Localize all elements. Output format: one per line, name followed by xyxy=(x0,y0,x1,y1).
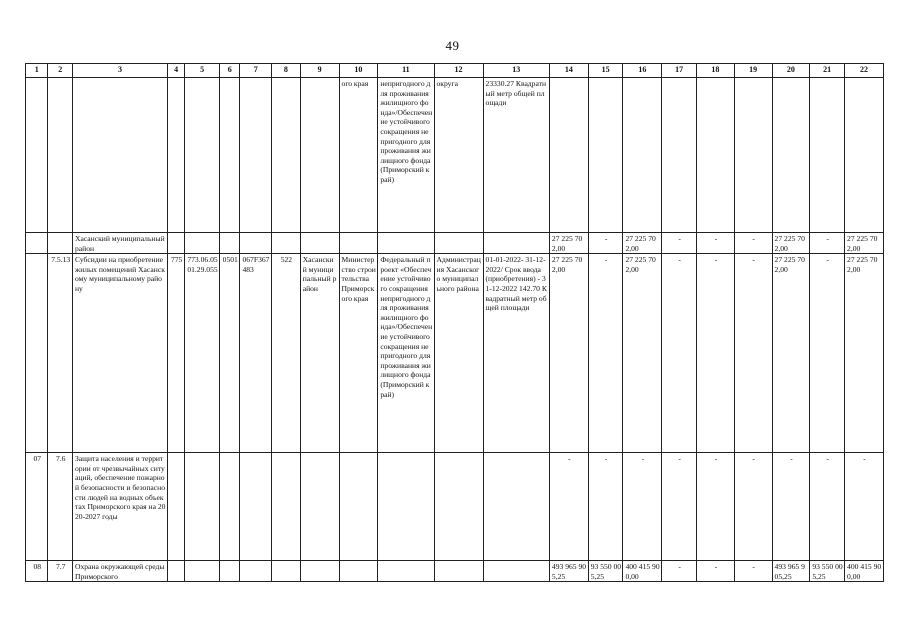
table-cell-col-2 xyxy=(48,78,73,233)
table-cell-col-3: Хасанский муниципальный район xyxy=(72,233,167,254)
column-header-1: 1 xyxy=(26,64,48,78)
table-cell-col-5 xyxy=(185,561,220,582)
table-cell-col-22: 27 225 702,00 xyxy=(845,233,884,254)
table-cell-col-20: 27 225 702,00 xyxy=(772,233,810,254)
table-cell-col-19: - xyxy=(734,561,772,582)
table-cell-col-9: Хасанский муниципальный район xyxy=(300,254,339,453)
table-cell-col-15 xyxy=(588,78,623,233)
column-header-6: 6 xyxy=(220,64,240,78)
table-cell-col-14: - xyxy=(549,453,588,561)
table-cell-col-14: 493 965 905,25 xyxy=(549,561,588,582)
table-cell-col-13 xyxy=(483,453,549,561)
column-header-11: 11 xyxy=(378,64,434,78)
column-header-7: 7 xyxy=(240,64,272,78)
table-cell-col-12 xyxy=(434,453,483,561)
column-header-8: 8 xyxy=(272,64,301,78)
page-number: 49 xyxy=(445,38,460,53)
table-cell-col-19: - xyxy=(734,254,772,453)
table-cell-col-5 xyxy=(185,453,220,561)
table-row xyxy=(26,254,884,453)
table-cell-col-4: 775 xyxy=(167,254,184,453)
column-header-10: 10 xyxy=(339,64,378,78)
table-cell-col-22: 27 225 702,00 xyxy=(845,254,884,453)
table-cell-col-12 xyxy=(434,561,483,582)
column-header-17: 17 xyxy=(662,64,697,78)
table-cell-col-17: - xyxy=(662,453,697,561)
column-header-20: 20 xyxy=(772,64,810,78)
table-cell-col-13 xyxy=(483,561,549,582)
table-cell-col-4 xyxy=(167,233,184,254)
table-cell-col-3: Субсидии на приобретение жилых помещений Хасанскому муниципальному району xyxy=(72,254,167,453)
column-header-4: 4 xyxy=(167,64,184,78)
table-cell-col-15: - xyxy=(588,453,623,561)
table-cell-col-7: 067F367483 xyxy=(240,254,272,453)
table-cell-col-8 xyxy=(272,453,301,561)
table-cell-col-18 xyxy=(696,78,734,233)
table-cell-col-15: - xyxy=(588,233,623,254)
table-cell-col-7 xyxy=(240,561,272,582)
table-cell-col-21: - xyxy=(810,233,845,254)
table-cell-col-7 xyxy=(240,233,272,254)
column-header-21: 21 xyxy=(810,64,845,78)
table-cell-col-11 xyxy=(378,561,434,582)
table-cell-col-8 xyxy=(272,561,301,582)
table-row xyxy=(26,78,884,233)
table-cell-col-15: 93 550 005,25 xyxy=(588,561,623,582)
table-cell-col-19: - xyxy=(734,453,772,561)
table-cell-col-6 xyxy=(220,233,240,254)
table-cell-col-22 xyxy=(845,78,884,233)
table-cell-col-17: - xyxy=(662,561,697,582)
table-cell-col-17: - xyxy=(662,254,697,453)
table-cell-col-11: Федеральный проект «Обеспечение устойчивого сокращения непригодного для проживания жилищного фонда»/Обеспечение устойчивого сокращения непригодного для проживания жилищного фонда (Приморский край) xyxy=(378,254,434,453)
table-cell-col-4 xyxy=(167,561,184,582)
table-cell-col-21 xyxy=(810,78,845,233)
table-cell-col-5 xyxy=(185,78,220,233)
column-header-16: 16 xyxy=(623,64,662,78)
table-cell-col-14: 27 225 702,00 xyxy=(549,254,588,453)
table-cell-col-16: 27 225 702,00 xyxy=(623,254,662,453)
table-cell-col-20: - xyxy=(772,453,810,561)
table-cell-col-6: 0501 xyxy=(220,254,240,453)
table-cell-col-8: 522 xyxy=(272,254,301,453)
table-cell-col-9 xyxy=(300,561,339,582)
table-cell-col-7 xyxy=(240,453,272,561)
column-header-18: 18 xyxy=(696,64,734,78)
table-cell-col-21: - xyxy=(810,453,845,561)
table-cell-col-2: 7.6 xyxy=(48,453,73,561)
table-cell-col-12 xyxy=(434,233,483,254)
table-cell-col-9 xyxy=(300,78,339,233)
table-cell-col-8 xyxy=(272,233,301,254)
table-cell-col-9 xyxy=(300,233,339,254)
table-cell-col-18: - xyxy=(696,453,734,561)
table-cell-col-6 xyxy=(220,453,240,561)
table-cell-col-15: - xyxy=(588,254,623,453)
table-cell-col-13: 23330.27 Квадратный метр общей площади xyxy=(483,78,549,233)
column-header-2: 2 xyxy=(48,64,73,78)
table-cell-col-1 xyxy=(26,233,48,254)
table-cell-col-4 xyxy=(167,78,184,233)
table-cell-col-9 xyxy=(300,453,339,561)
table-cell-col-3: Защита населения и территории от чрезвычайных ситуаций, обеспечение пожарной безопасности и безопасности людей на водных объектах Приморского края на 2020-2027 годы xyxy=(72,453,167,561)
column-header-5: 5 xyxy=(185,64,220,78)
table-cell-col-4 xyxy=(167,453,184,561)
table-cell-col-6 xyxy=(220,561,240,582)
column-header-19: 19 xyxy=(734,64,772,78)
table-cell-col-18: - xyxy=(696,254,734,453)
table-cell-col-22: 400 415 900,00 xyxy=(845,561,884,582)
table-cell-col-17: - xyxy=(662,233,697,254)
table-cell-col-20: 493 965 905,25 xyxy=(772,561,810,582)
table-cell-col-21: - xyxy=(810,254,845,453)
table-cell-col-3: Охрана окружающей среды Приморского xyxy=(72,561,167,582)
table-cell-col-18: - xyxy=(696,233,734,254)
column-header-row xyxy=(26,64,884,78)
table-cell-col-22: - xyxy=(845,453,884,561)
table-cell-col-16: - xyxy=(623,453,662,561)
table-cell-col-11 xyxy=(378,233,434,254)
table-cell-col-5 xyxy=(185,233,220,254)
table-cell-col-16 xyxy=(623,78,662,233)
table-cell-col-19 xyxy=(734,78,772,233)
table-cell-col-2: 7.5.13 xyxy=(48,254,73,453)
table-cell-col-11 xyxy=(378,453,434,561)
table-row xyxy=(26,233,884,254)
column-header-9: 9 xyxy=(300,64,339,78)
table-cell-col-2: 7.7 xyxy=(48,561,73,582)
column-header-14: 14 xyxy=(549,64,588,78)
table-cell-col-10: ого края xyxy=(339,78,378,233)
table-cell-col-10 xyxy=(339,453,378,561)
table-cell-col-18: - xyxy=(696,561,734,582)
table-cell-col-16: 27 225 702,00 xyxy=(623,233,662,254)
table-cell-col-11: непригодного для проживания жилищного фонда»/Обеспечение устойчивого сокращения непригодного для проживания жилищного фонда (Приморский край) xyxy=(378,78,434,233)
table-cell-col-1: 08 xyxy=(26,561,48,582)
table-cell-col-16: 400 415 900,00 xyxy=(623,561,662,582)
table-cell-col-12: Администрация Хасанского муниципального района xyxy=(434,254,483,453)
column-header-13: 13 xyxy=(483,64,549,78)
table-cell-col-7 xyxy=(240,78,272,233)
column-header-15: 15 xyxy=(588,64,623,78)
table-cell-col-3 xyxy=(72,78,167,233)
table-cell-col-20: 27 225 702,00 xyxy=(772,254,810,453)
table-cell-col-13 xyxy=(483,233,549,254)
table-row xyxy=(26,561,884,582)
table-cell-col-10 xyxy=(339,233,378,254)
table-cell-col-17 xyxy=(662,78,697,233)
table-cell-col-6 xyxy=(220,78,240,233)
column-header-12: 12 xyxy=(434,64,483,78)
table-row xyxy=(26,453,884,561)
table-cell-col-13: 01-01-2022- 31-12-2022/ Срок ввода (приобретения) - 31-12-2022 142.70 Квадратный метр общей площади xyxy=(483,254,549,453)
table-cell-col-10 xyxy=(339,561,378,582)
table-cell-col-8 xyxy=(272,78,301,233)
table-cell-col-12: округа xyxy=(434,78,483,233)
table-cell-col-14 xyxy=(549,78,588,233)
table-cell-col-1: 07 xyxy=(26,453,48,561)
table-cell-col-20 xyxy=(772,78,810,233)
table-cell-col-19: - xyxy=(734,233,772,254)
column-header-22: 22 xyxy=(845,64,884,78)
table-cell-col-1 xyxy=(26,254,48,453)
budget-table xyxy=(25,63,884,582)
table-cell-col-10: Министерство строительства Приморского края xyxy=(339,254,378,453)
table-cell-col-2 xyxy=(48,233,73,254)
table-cell-col-1 xyxy=(26,78,48,233)
column-header-3: 3 xyxy=(72,64,167,78)
table-cell-col-21: 93 550 005,25 xyxy=(810,561,845,582)
table-cell-col-14: 27 225 702,00 xyxy=(549,233,588,254)
table-cell-col-5: 773.06.0501.29.055 xyxy=(185,254,220,453)
